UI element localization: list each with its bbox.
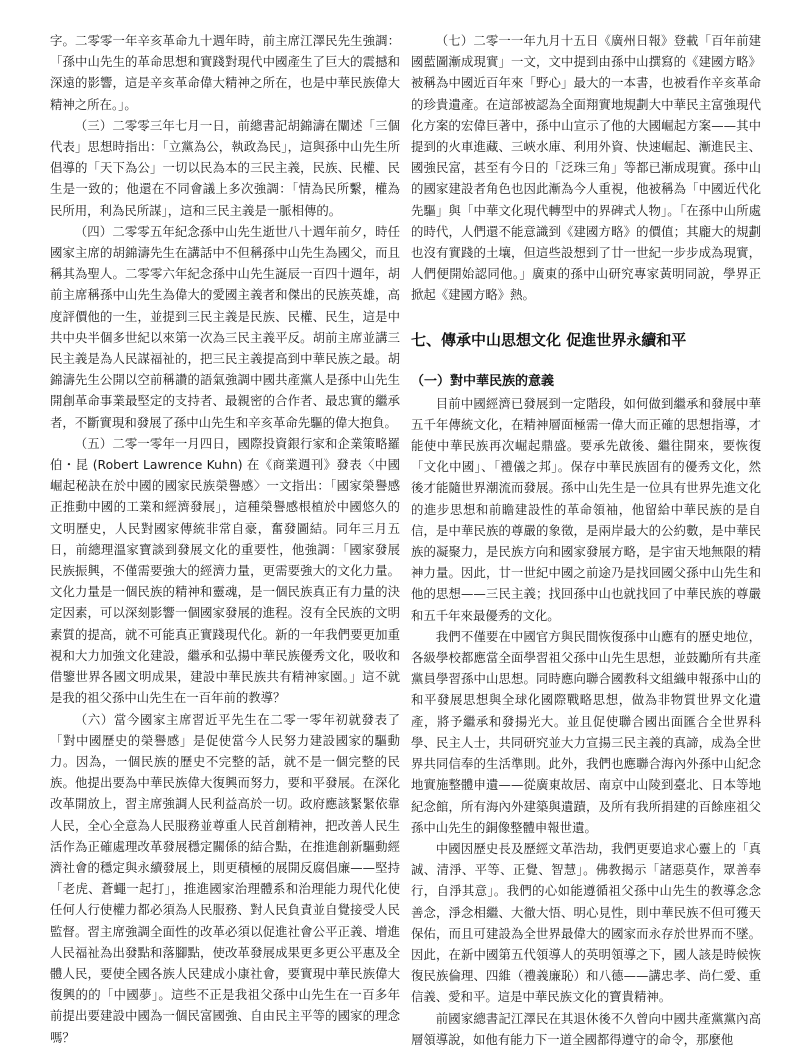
- paragraph-heritage: 我們不僅要在中國官方與民間恢復孫中山應有的歷史地位，各級學校都應當全面學習祖父孫中山先生思想，並鼓勵所有共產黨員學習孫中山思想。同時應向聯合國教科文組織申報孫中山的和平發展思想與全球化國際戰略思想，做為非物質世界文化遺產，將予繼承和發揚光大。並且促使聯合國出面匯合全世界科學、民主人士，共同研究並大力宣揚三民主義的真諦，成為全世界共同信奉的生活準則。此外，我們也應聯合海內外孫中山紀念地實施整體申遺——從廣東故居、南京中山陵到臺北、日本等地紀念館，所有海內外建築與遺蹟，及所有我所捐建的百餘座祖父孫中山先生的銅像整體申報世遺。: [411, 628, 761, 835]
- section-heading: 七、傳承中山思想文化 促進世界永續和平: [411, 330, 687, 349]
- paragraph-continued: 字。二零零一年辛亥革命九十週年時，前主席江澤民先生強調：「孫中山先生的革命思想和實踐對現代中國產生了巨大的震撼和深遠的影響，這是辛亥革命偉大精神之所在，也是中華民族偉大精神之所在。」。: [50, 33, 400, 112]
- paragraph-point-6: （六）當今國家主席習近平先生在二零一零年初就發表了「對中國歷史的榮譽感」是促使當今人民努力建設國家的驅動力。因為，一個民族的歷史不完整的話，就不是一個完整的民族。他提出要為中華民族偉大復興而努力，要和平發展。在深化改革開放上，習主席強調人民利益高於一切。政府應該緊緊依靠人民，全心全意為人民服務並尊重人民首創精神，把改善人民生活作為正確處理改革發展穩定關係的結合點，在推進創新驅動經濟社會的穩定與永續發展上，則更積極的展開反腐倡廉——堅持「老虎、蒼蠅一起打」，推進國家治理體系和治理能力現代化使任何人行使權力都必須為人民服務、對人民負責並自覺接受人民監督。習主席強調全面性的改革必須以促進社會公平正義、增進人民福祉為出發點和落腳點，使改革發展成果更多更公平惠及全體人民，要使全國各族人民建成小康社會，要實現中華民族偉大復興的的「中國夢」。這些不正是我祖父孫中山先生在一百多年前提出要建設中國為一個民富國強、自由民主平等的國家的理念嗎？: [50, 711, 400, 1045]
- paragraph-point-5: （五）二零一零年一月四日，國際投資銀行家和企業策略羅伯・昆 (Robert Lawrence Kuhn) 在《商業週刊》發表〈中國崛起秘訣在於中國的國家民族榮譽感〉一文指出：「國家榮譽感正推動中國的工業和經濟發展」，這種榮譽感根植於中國悠久的文明歷史，人民對國家傳統非常自豪，奮發圖結。同年三月五日，前總理溫家寶談到發展文化的重要性，他強調：「國家發展民族振興，不僅需要強大的經濟力量，更需要強大的文化力量。文化力量是一個民族的精神和靈魂，是一個民族真正有力量的決定因素，可以深刻影響一個國家發展的進程。沒有全民族的文明素質的提高，就不可能真正實踐現代化。新的一年我們要更加重視和大力加強文化建設，繼承和弘揚中華民族優秀文化，吸收和借鑒世界各國文明成果，建設中華民族共有精神家園。」這不就是我的祖父孫中山先生在一百年前的教導？: [50, 435, 400, 706]
- paragraph-point-4: （四）二零零五年紀念孫中山先生逝世八十週年前夕，時任國家主席的胡錦濤先生在講話中不但稱孫中山先生為國父，而且稱其為聖人。二零零六年紀念孫中山先生誕辰一百四十週年，胡前主席稱孫中山先生為偉大的愛國主義者和傑出的民族英雄，高度評價他的一生，並提到三民主義是民族、民權、民生，這是中共中央半個多世紀以來第一次為三民主義平反。胡前主席並講三民主義是為人民謀福祉的，把三民主義提高到中華民族之最。胡錦濤先生公開以空前稱讚的語氣強調中國共產黨人是孫中山先生開創革命事業最堅定的支持者、最親密的合作者、最忠實的繼承者，不斷實現和發展了孫中山先生和辛亥革命先驅的偉大抱負。: [50, 223, 400, 430]
- paragraph-significance: 目前中國經濟已發展到一定階段，如何做到繼承和發展中華五千年傳統文化，在精神層面極需一偉大而正確的思想指導，才能使中華民族再次崛起鼎盛。要承先啟後、繼往開來，要恢復「文化中國」、「禮儀之邦」。保存中華民族固有的優秀文化，然後才能隨世界潮流而發展。孫中山先生是一位具有世界先進文化的進步思想和前瞻建設性的革命領袖，他留給中華民族的是自信，是中華民族的尊嚴的象徵，是兩岸最大的公約數，是中華民族的凝聚力，是民族方向和國家發展方略，是宇宙天地無限的精神力量。因此，廿一世紀中國之前途乃是找回國父孫中山先生和他的思想——三民主義；找回孫中山也就找回了中華民族的尊嚴和五千年來最優秀的文化。: [411, 395, 761, 623]
- paragraph-point-7: （七）二零一一年九月十五日《廣州日報》登載「百年前建國藍圖漸成現實」一文，文中提到由孫中山撰寫的《建國方略》被稱為中國近百年來「野心」最大的一本書，也被看作辛亥革命的珍貴遺產。在這部被認為全面翔實地規劃大中華民主富強現代化方案的宏偉巨著中，孫中山宣示了他的大國崛起方案——其中提到的火車進藏、三峽水庫、利用外資、快速崛起、漸進民主、國強民富，甚至有今日的「泛珠三角」等都已漸成現實。孫中山的國家建設者角色也因此漸為今人重視，他被稱為「中國近代化先驅」與「中華文化現代轉型中的界碑式人物」。「在孫中山所處的時代，人們還不能意識到《建國方略》的價值；其龐大的規劃也沒有實踐的土壤，但這些設想到了廿一世紀一步步成為現實，人們便開始認同他。」廣東的孫中山研究專家黃明同說，學界正掀起《建國方略》熱。: [411, 33, 761, 303]
- paragraph-point-3: （三）二零零三年七月一日，前總書記胡錦濤在闡述「三個代表」思想時指出：「立黨為公，執政為民」，這與孫中山先生所倡導的「天下為公」一切以民為本的三民主義，民族、民權、民生是一致的；他還在不同會議上多次強調：「情為民所繫，權為民所用，利為民所謀」，這和三民主義是一脈相傳的。: [50, 117, 400, 218]
- paragraph-spirit: 中國因歷史長及歷經文革浩劫，我們更要追求心靈上的「真誠、清淨、平等、正覺、智慧」。佛教揭示「諸惡莫作，眾善奉行，自淨其意」。我們的心如能遵循祖父孫中山先生的教導念念善念，淨念相繼、大徹大悟、明心見性，則中華民族不但可獲天保佑，而且可建設為全世界最偉大的國家而永存於世界而不墜。因此，在新中國第五代領導人的英明領導之下，國人該是時候恢復民族倫理、四維（禮義廉恥）和八德——講忠孝、尚仁愛、重信義、愛和平。這是中華民族文化的寶貴精神。: [411, 840, 761, 1005]
- paragraph-jiang-zemin: 前國家總書記江澤民在其退休後不久曾向中國共產黨黨內高層領導說，如他有能力下一道全國都得遵守的命令，那麼他: [411, 1010, 761, 1047]
- left-column: [50, 30, 400, 1048]
- subsection-heading: （一）對中華民族的意義: [411, 373, 555, 389]
- right-column: [411, 30, 761, 1050]
